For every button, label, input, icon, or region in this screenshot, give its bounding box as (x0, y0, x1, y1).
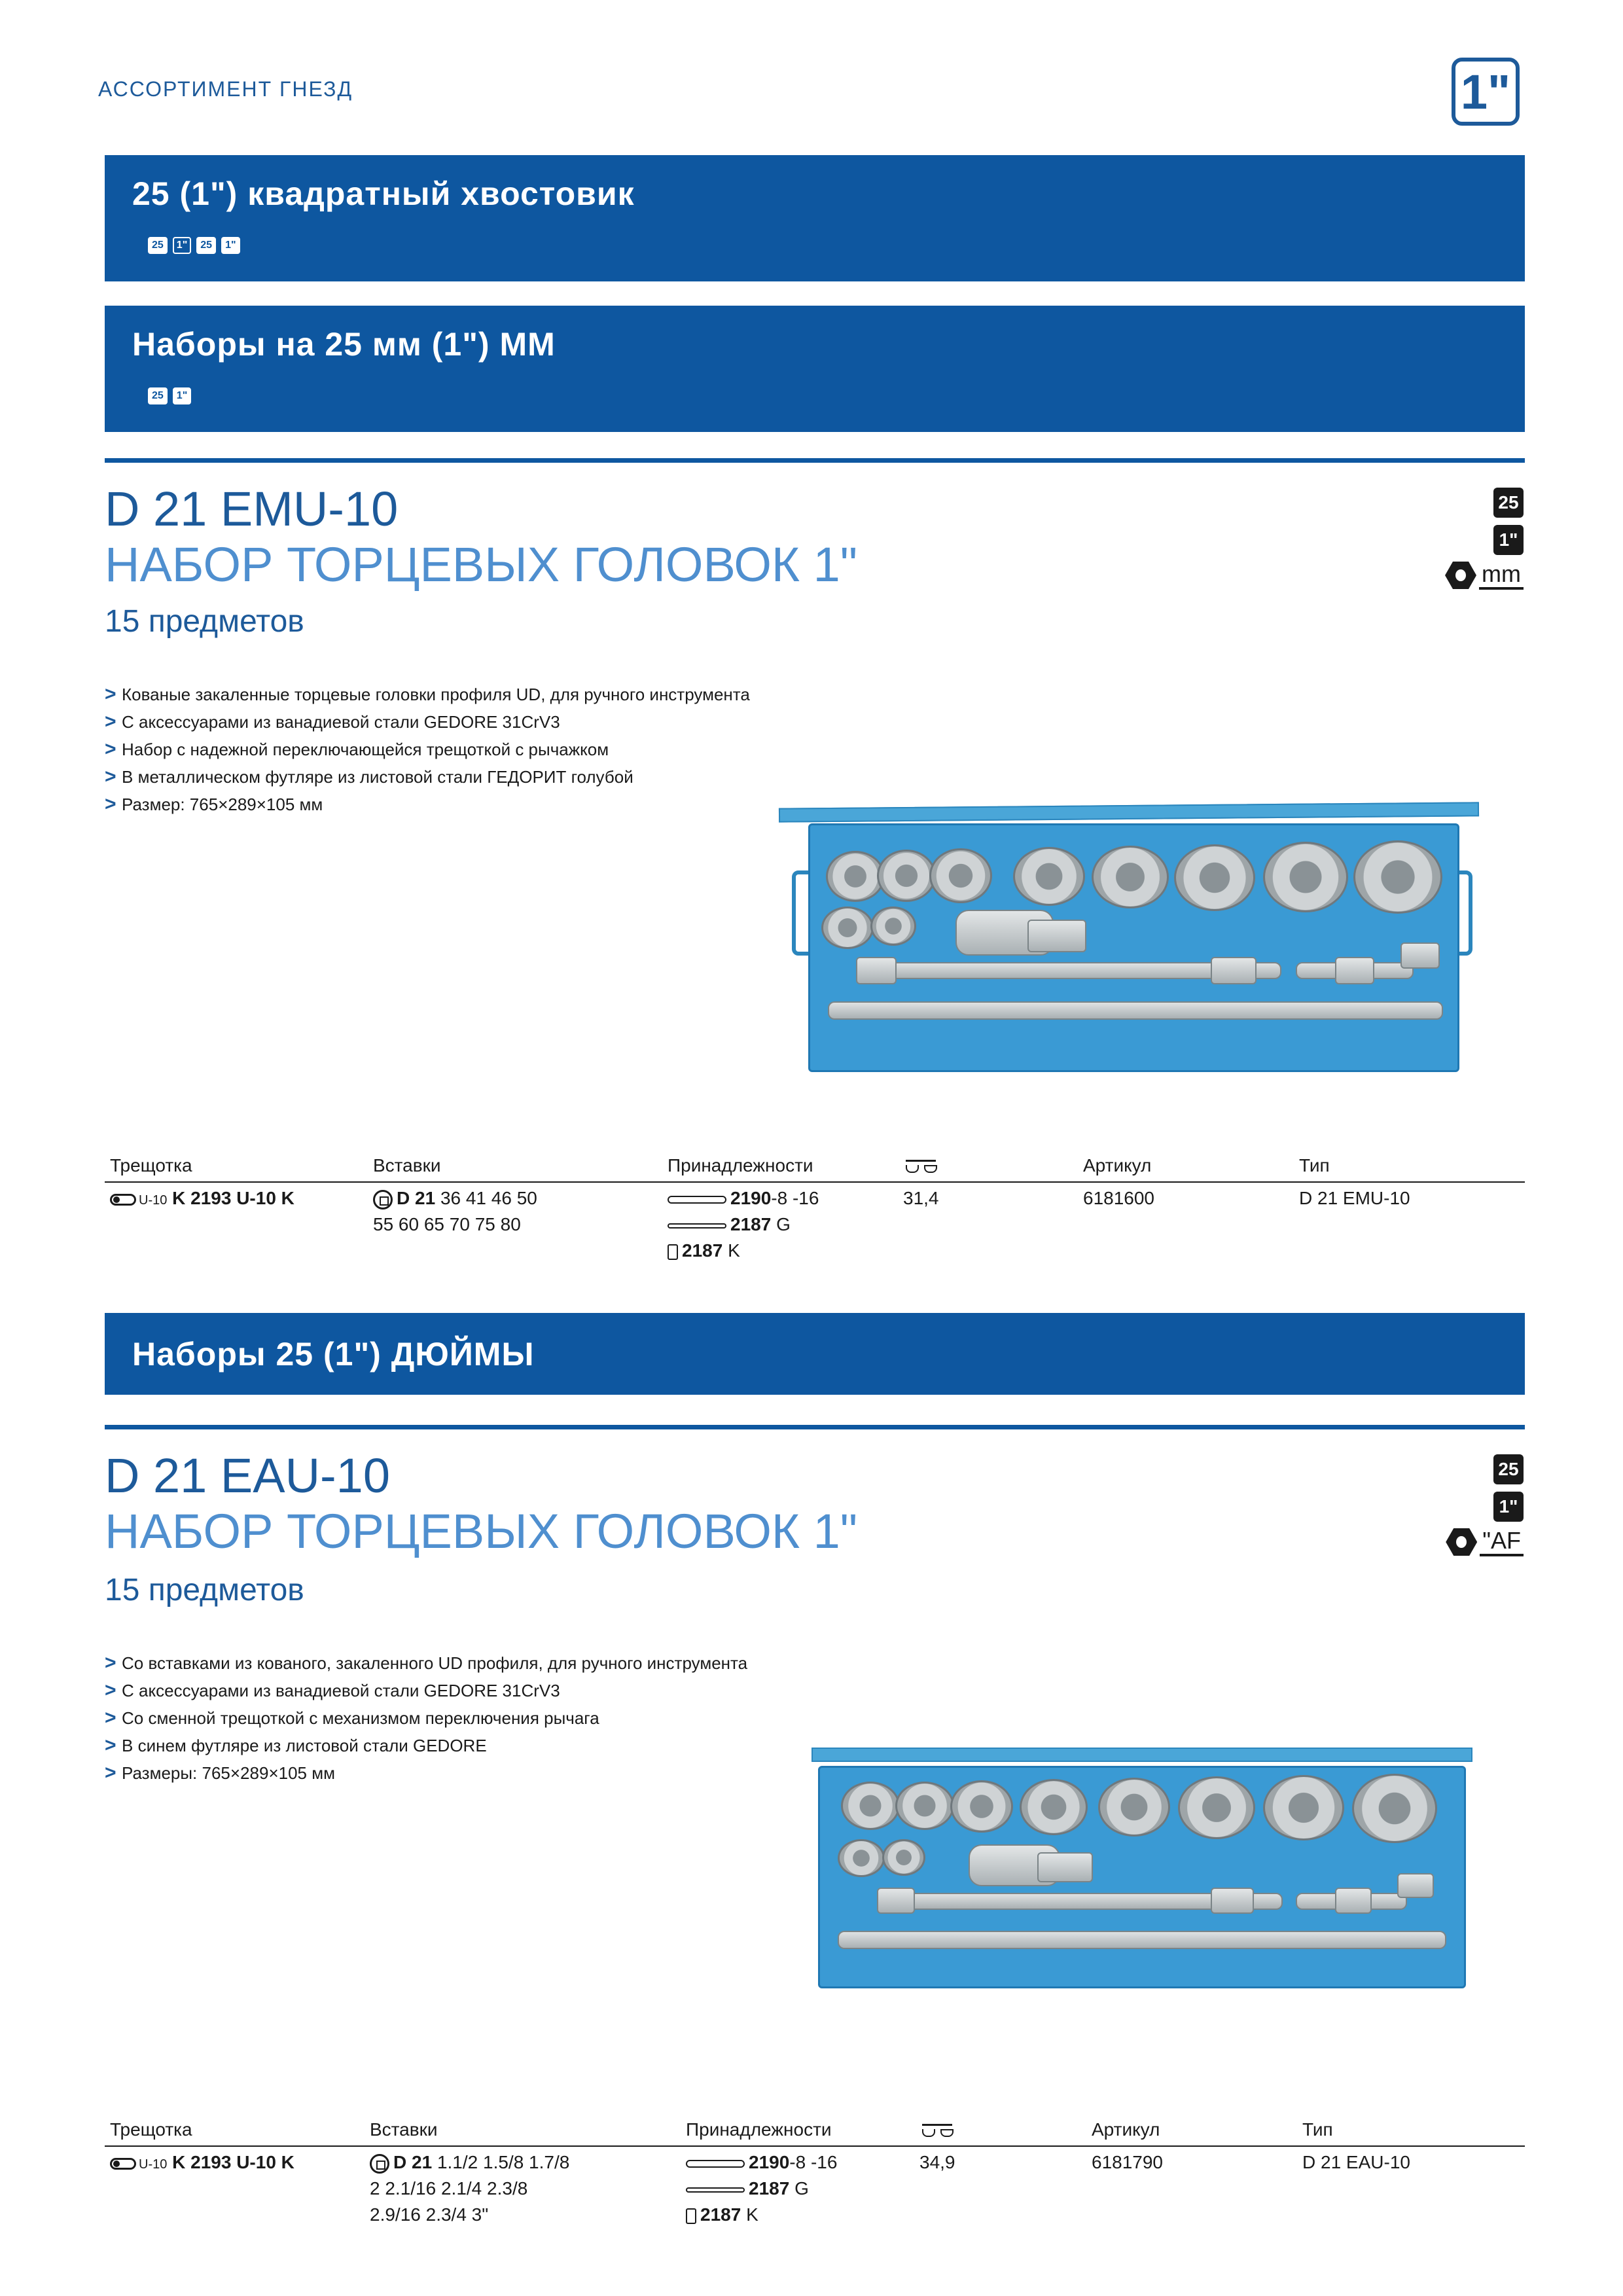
drive-mm-icon: 25 (1493, 1454, 1524, 1484)
drive-inch-icon: 1" (1493, 1492, 1524, 1522)
drive-inch-icon: 1" (173, 387, 191, 404)
article-value: 6181600 (1083, 1188, 1155, 1208)
extension-end (856, 957, 897, 984)
feature-list (105, 1649, 759, 1787)
socket (1263, 842, 1348, 912)
accessory-code: 2187 (682, 1240, 723, 1261)
feature-list (105, 681, 759, 818)
column-header-ratchet: Трещотка (110, 1155, 192, 1175)
socket-set-case-icon (779, 805, 1486, 1080)
socket (1352, 1774, 1437, 1843)
extension-end (1211, 957, 1257, 984)
column-header-weight (919, 2119, 955, 2140)
accessory-variant: G (771, 1214, 791, 1234)
product-name: НАБОР ТОРЦЕВЫХ ГОЛОВОК 1" (105, 537, 857, 592)
adaptor (1400, 942, 1440, 969)
tommy-bar (838, 1931, 1446, 1949)
inserts-sizes: 2.9/16 2.3/4 3" (370, 2204, 489, 2225)
weight-value: 34,9 (919, 2152, 955, 2172)
column-header-inserts: Вставки (370, 2119, 438, 2140)
socket (1174, 844, 1255, 911)
accessory-variant: K (741, 2204, 758, 2225)
accessory-variant: -8 -16 (771, 1188, 819, 1208)
accessories-cell (668, 1185, 819, 1264)
socket-set-case-icon (812, 1748, 1479, 1996)
socket-icon (373, 1190, 393, 1210)
tommy-bar-icon (686, 2187, 745, 2193)
type-value: D 21 EMU-10 (1299, 1188, 1410, 1208)
drive-mm-icon: 25 (196, 237, 216, 254)
accessory-variant: K (722, 1240, 740, 1261)
weight-value: 31,4 (903, 1188, 939, 1208)
adaptor (1335, 1888, 1372, 1914)
accessory-code: 2187 (730, 1214, 772, 1234)
feature-item: > Со вставками из кованого, закаленного UD профиля, для ручного инструмента (105, 1649, 759, 1677)
tommy-bar (828, 1001, 1443, 1020)
unit-label: mm (1479, 561, 1524, 590)
feature-item: > Со сменной трещоткой с механизмом переключения рычага (105, 1704, 759, 1732)
socket (826, 851, 885, 902)
adaptor-icon (686, 2208, 696, 2224)
extension-end (1211, 1888, 1254, 1914)
case-lid (779, 802, 1479, 822)
unit-indicator (1446, 1528, 1524, 1556)
hex-icon (1446, 1528, 1477, 1556)
extension-end (877, 1888, 915, 1914)
column-header-inserts: Вставки (373, 1155, 441, 1175)
scale-icon (903, 1158, 938, 1175)
section-title: АССОРТИМЕНТ ГНЕЗД (98, 77, 353, 101)
banner-drive-icons (148, 237, 240, 254)
spec-table (105, 2119, 1525, 2237)
drive-size-badge: 1" (1452, 58, 1520, 126)
spec-table (105, 1155, 1525, 1260)
socket (1353, 840, 1442, 914)
unit-indicator (1445, 561, 1524, 590)
ratchet-label: U-10 (139, 2157, 168, 2172)
extension-bar-icon (668, 1196, 726, 1204)
accessories-cell (686, 2149, 837, 2228)
inserts-code: D 21 (397, 1188, 436, 1208)
column-header-type: Тип (1299, 1155, 1330, 1175)
column-header-type: Тип (1302, 2119, 1333, 2140)
feature-item: > С аксессуарами из ванадиевой стали GEDORE 31CrV3 (105, 708, 759, 736)
drive-mm-icon: 25 (148, 237, 168, 254)
case-lid (812, 1748, 1472, 1762)
product-code: D 21 EAU-10 (105, 1448, 390, 1503)
inserts-cell (373, 1185, 537, 1238)
ratchet-code: K 2193 U-10 K (172, 1188, 294, 1208)
category-banner-square-drive (105, 155, 1525, 281)
accessory-variant: G (789, 2178, 809, 2198)
article-value: 6181790 (1092, 2152, 1164, 2172)
type-value: D 21 EAU-10 (1302, 2152, 1410, 2172)
product-spec-icons (1425, 488, 1524, 599)
socket (838, 1839, 885, 1877)
column-header-weight (903, 1155, 938, 1176)
product-spec-icons (1425, 1454, 1524, 1566)
ratchet-code: K 2193 U-10 K (172, 2152, 294, 2172)
product-item-count: 15 предметов (105, 1573, 304, 1607)
extension-bar-icon (686, 2160, 745, 2168)
column-header-article: Артикул (1083, 1155, 1152, 1175)
banner-drive-icons (148, 387, 191, 404)
socket (1020, 1779, 1088, 1835)
socket (929, 848, 992, 903)
section-divider (105, 458, 1525, 463)
inserts-sizes: 36 41 46 50 (440, 1188, 537, 1208)
adaptor (1335, 957, 1374, 984)
drive-inch-icon: 1" (1493, 525, 1524, 555)
ratchet-icon (110, 1194, 136, 1206)
category-banner-metric-sets (105, 306, 1525, 432)
adaptor-icon (668, 1244, 678, 1260)
banner-title: Наборы на 25 мм (1") ММ (132, 326, 556, 363)
feature-item: > Кованые закаленные торцевые головки профиля UD, для ручного инструмента (105, 681, 759, 708)
feature-item: > В металлическом футляре из листовой стали ГЕДОРИТ голубой (105, 763, 759, 791)
drive-mm-icon: 25 (1493, 488, 1524, 518)
ratchet-icon (110, 2158, 136, 2170)
socket (1092, 846, 1169, 908)
table-rule (105, 2145, 1525, 2147)
tommy-bar-icon (668, 1223, 726, 1229)
ratchet-cell (110, 2149, 294, 2178)
feature-item: > С аксессуарами из ванадиевой стали GEDORE 31CrV3 (105, 1677, 759, 1704)
inserts-sizes: 55 60 65 70 75 80 (373, 1214, 521, 1234)
socket (895, 1782, 954, 1830)
product-item-count: 15 предметов (105, 604, 304, 639)
socket (821, 906, 874, 949)
accessory-code: 2187 (749, 2178, 790, 2198)
table-rule (105, 1181, 1525, 1183)
drive-mm-icon: 25 (148, 387, 168, 404)
product-code: D 21 EMU-10 (105, 482, 399, 536)
accessory-code: 2187 (700, 2204, 741, 2225)
socket (870, 906, 916, 946)
inserts-sizes: 2 2.1/16 2.1/4 2.3/8 (370, 2178, 528, 2198)
socket (882, 1839, 925, 1876)
socket (1178, 1776, 1255, 1839)
category-banner-inch-sets (105, 1313, 1525, 1395)
product-name: НАБОР ТОРЦЕВЫХ ГОЛОВОК 1" (105, 1504, 857, 1558)
inserts-cell (370, 2149, 569, 2228)
accessory-code: 2190 (749, 2152, 790, 2172)
adaptor (1397, 1873, 1434, 1898)
feature-item: > В синем футляре из листовой стали GEDORE (105, 1732, 759, 1759)
socket (1098, 1778, 1170, 1837)
socket (950, 1780, 1013, 1833)
banner-title: 25 (1") квадратный хвостовик (132, 175, 635, 212)
column-header-article: Артикул (1092, 2119, 1160, 2140)
socket (1263, 1775, 1344, 1840)
drive-inch-icon: 1" (173, 237, 191, 254)
ratchet-body (1037, 1852, 1093, 1882)
scale-icon (919, 2123, 955, 2140)
ratchet-cell (110, 1185, 294, 1213)
socket-icon (370, 2154, 389, 2174)
section-divider (105, 1425, 1525, 1429)
ratchet-label: U-10 (139, 1193, 168, 1208)
feature-item: > Размер: 765×289×105 мм (105, 791, 759, 818)
socket (841, 1782, 900, 1830)
socket (1013, 847, 1085, 906)
feature-item: > Набор с надежной переключающейся трещоткой с рычажком (105, 736, 759, 763)
banner-title: Наборы 25 (1") ДЮЙМЫ (132, 1336, 535, 1372)
accessory-variant: -8 -16 (789, 2152, 838, 2172)
feature-item: > Размеры: 765×289×105 мм (105, 1759, 759, 1787)
column-header-accessories: Принадлежности (686, 2119, 832, 2140)
unit-label: "AF (1480, 1528, 1524, 1556)
accessory-code: 2190 (730, 1188, 772, 1208)
inserts-code: D 21 (393, 2152, 433, 2172)
socket (877, 850, 936, 902)
ratchet-body (1027, 920, 1086, 952)
hex-icon (1445, 562, 1476, 589)
drive-inch-icon: 1" (221, 237, 240, 254)
column-header-accessories: Принадлежности (668, 1155, 813, 1175)
inserts-sizes: 1.1/2 1.5/8 1.7/8 (437, 2152, 570, 2172)
column-header-ratchet: Трещотка (110, 2119, 192, 2140)
